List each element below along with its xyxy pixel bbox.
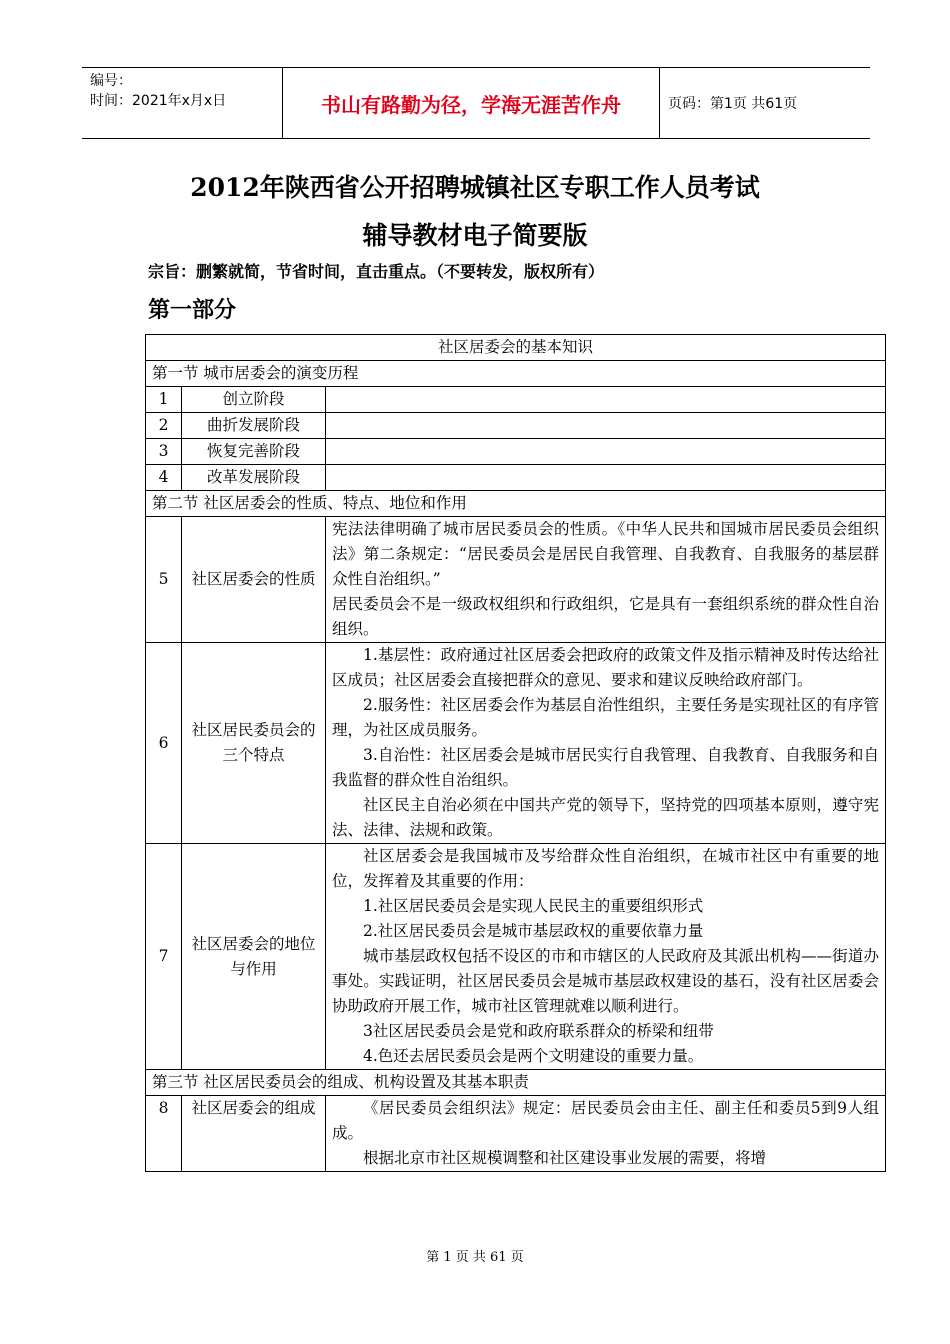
row-content	[326, 387, 886, 413]
paragraph: 3.自治性：社区居委会是城市居民实行自我管理、自我教育、自我服务和自我监督的群众性自治组织。	[332, 746, 879, 789]
page-header	[82, 67, 870, 139]
row-label: 社区居民委员会的三个特点	[182, 643, 326, 844]
table-row	[146, 439, 886, 465]
section-2-title: 第二节 社区居委会的性质、特点、地位和作用	[146, 491, 886, 517]
doc-title-line1: 2012年陕西省公开招聘城镇社区专职工作人员考试	[190, 173, 760, 202]
row-content	[326, 413, 886, 439]
table-row	[146, 465, 886, 491]
table-heading: 社区居委会的基本知识	[146, 335, 886, 361]
page-info: 页码：第1页 共61页	[668, 96, 798, 112]
row-label: 创立阶段	[182, 387, 326, 413]
row-number: 3	[146, 439, 182, 465]
row-label: 社区居委会的性质	[182, 517, 326, 643]
table-row	[146, 413, 886, 439]
section-3-title: 第三节 社区居民委员会的组成、机构设置及其基本职责	[146, 1070, 886, 1096]
row-number: 6	[146, 643, 182, 844]
row-number: 2	[146, 413, 182, 439]
table-row	[146, 1096, 886, 1172]
row-content	[326, 844, 886, 1070]
knowledge-table	[145, 334, 886, 1172]
table-row	[146, 844, 886, 1070]
doc-purpose: 宗旨：删繁就简，节省时间，直击重点。（不要转发，版权所有）	[148, 262, 605, 281]
row-number: 8	[146, 1096, 182, 1172]
row-label: 改革发展阶段	[182, 465, 326, 491]
doc-title-line2: 辅导教材电子简要版	[362, 221, 588, 250]
row-content	[326, 439, 886, 465]
row-label: 曲折发展阶段	[182, 413, 326, 439]
section-1-title: 第一节 城市居委会的演变历程	[146, 361, 886, 387]
paragraph: 4.色还去居民委员会是两个文明建设的重要力量。	[363, 1047, 704, 1065]
row-number: 7	[146, 844, 182, 1070]
row-label: 社区居委会的组成	[182, 1096, 326, 1172]
row-content	[326, 643, 886, 844]
paragraph: 1.社区居民委员会是实现人民民主的重要组织形式	[363, 897, 704, 915]
paragraph: 居民委员会不是一级政权组织和行政组织，它是具有一套组织系统的群众性自治组织。	[332, 595, 879, 638]
row-content	[326, 465, 886, 491]
header-meta	[82, 68, 282, 138]
paragraph: 根据北京市社区规模调整和社区建设事业发展的需要，将增	[363, 1149, 767, 1167]
row-content	[326, 517, 886, 643]
row-label: 社区居委会的地位与作用	[182, 844, 326, 1070]
table-row	[146, 387, 886, 413]
part-heading: 第一部分	[148, 298, 237, 323]
paragraph: 城市基层政权包括不设区的市和市辖区的人民政府及其派出机构——街道办事处。实践证明，社区居民委员会是城市基层政权建设的基石，没有社区居委会协助政府开展工作，城市社区管理就难以顺利进行。	[332, 947, 879, 1015]
paragraph: 2.社区居民委员会是城市基层政权的重要依靠力量	[363, 922, 704, 940]
paragraph: 宪法法律明确了城市居民委员会的性质。《中华人民共和国城市居民委员会组织法》第二条规定：“居民委员会是居民自我管理、自我教育、自我服务的基层群众性自治组织。”	[332, 520, 879, 588]
time-label: 时间：2021年x月x日	[90, 93, 227, 109]
number-label: 编号：	[90, 73, 132, 89]
motto: 书山有路勤为径，学海无涯苦作舟	[282, 68, 660, 138]
table-row	[146, 643, 886, 844]
paragraph: 社区居委会是我国城市及岑给群众性自治组织，在城市社区中有重要的地位，发挥着及其重要的作用：	[332, 847, 879, 890]
row-number: 4	[146, 465, 182, 491]
row-content	[326, 1096, 886, 1172]
paragraph: 2.服务性：社区居委会作为基层自治性组织，主要任务是实现社区的有序管理，为社区成员服务。	[332, 696, 879, 739]
row-label: 恢复完善阶段	[182, 439, 326, 465]
paragraph: 3社区居民委员会是党和政府联系群众的桥梁和纽带	[363, 1022, 714, 1040]
table-row	[146, 517, 886, 643]
row-number: 5	[146, 517, 182, 643]
paragraph: 《居民委员会组织法》规定：居民委员会由主任、副主任和委员5到9人组成。	[332, 1099, 879, 1142]
row-number: 1	[146, 387, 182, 413]
page-footer: 第 1 页 共 61 页	[426, 1250, 524, 1265]
paragraph: 1.基层性：政府通过社区居委会把政府的政策文件及指示精神及时传达给社区成员；社区居委会直接把群众的意见、要求和建议反映给政府部门。	[332, 646, 879, 689]
paragraph: 社区民主自治必须在中国共产党的领导下，坚持党的四项基本原则，遵守宪法、法律、法规和政策。	[332, 796, 879, 839]
